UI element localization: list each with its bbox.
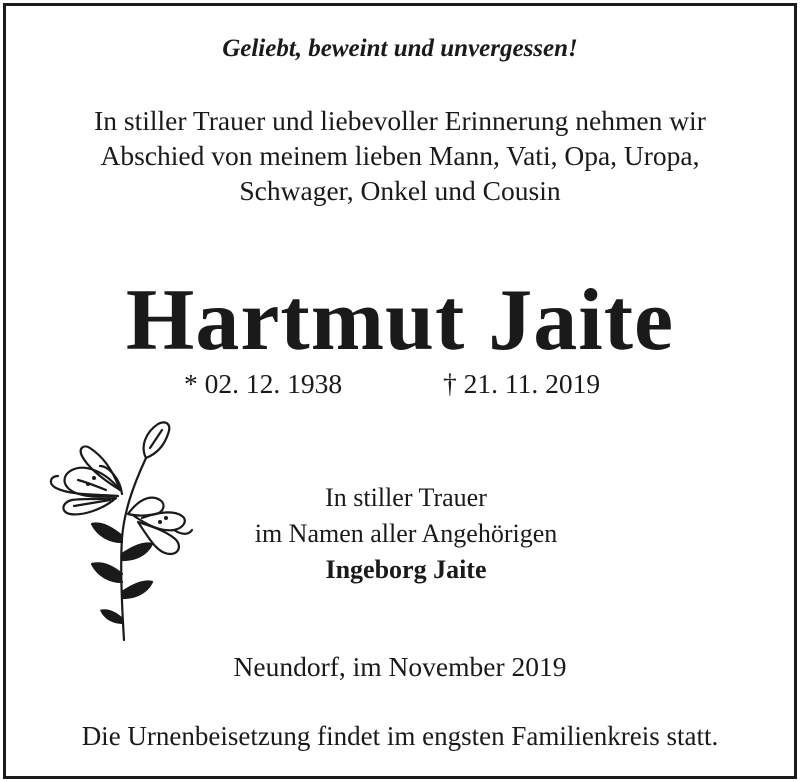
- mourning-block: [206, 480, 606, 588]
- motto: Geliebt, beweint und unvergessen!: [222, 35, 578, 62]
- mourning-line: In stiller Trauer: [325, 483, 487, 512]
- signer-name: Ingeborg Jaite: [325, 555, 487, 584]
- obituary-notice: [3, 3, 797, 779]
- death-date: † 21. 11. 2019: [443, 368, 601, 399]
- intro-text: [6, 103, 794, 208]
- birth-date: * 02. 12. 1938: [184, 368, 343, 399]
- intro-line: Abschied von meinem lieben Mann, Vati, Opa, Uropa,: [100, 140, 700, 171]
- funeral-note: Die Urnenbeisetzung findet im engsten Familienkreis statt.: [81, 721, 719, 751]
- intro-line: Schwager, Onkel und Cousin: [239, 175, 561, 206]
- intro-line: In stiller Trauer und liebevoller Erinnerung nehmen wir: [94, 105, 706, 136]
- lily-flower-icon: [42, 418, 202, 644]
- mourning-line: im Namen aller Angehörigen: [254, 519, 558, 548]
- deceased-name: Hartmut Jaite: [125, 272, 675, 369]
- place-date: Neundorf, im November 2019: [233, 651, 567, 682]
